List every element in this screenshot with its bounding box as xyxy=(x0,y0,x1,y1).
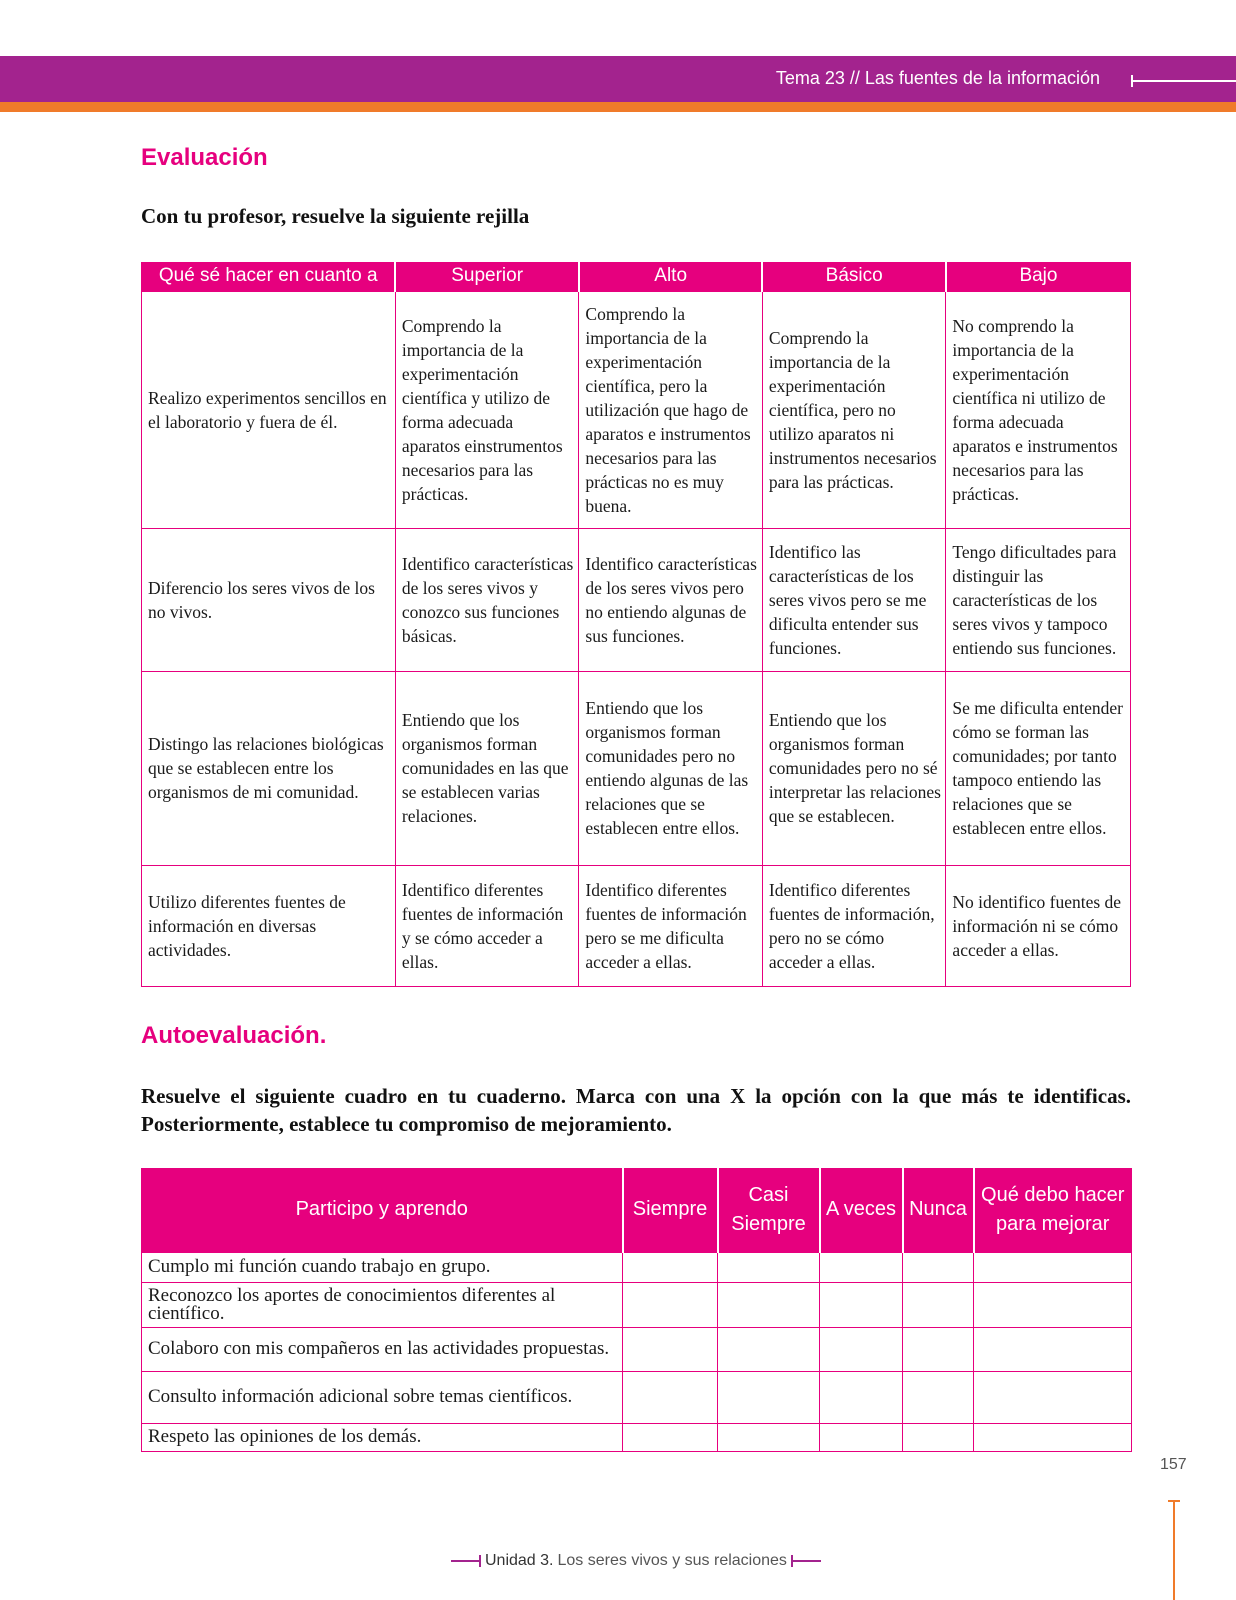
self-row xyxy=(142,1252,1132,1282)
rubric-cell-alto: Identifico características de los seres vivos pero no entiendo algunas de sus funciones. xyxy=(579,528,763,671)
self-header-nunca: Nunca xyxy=(903,1168,974,1252)
self-cell-nunca xyxy=(903,1423,974,1451)
self-cell-casi-siempre xyxy=(718,1282,820,1327)
self-cell-casi-siempre xyxy=(718,1252,820,1282)
rubric-row xyxy=(142,528,1131,671)
rubric-header-basico: Básico xyxy=(762,262,946,291)
rubric-criterion: Realizo experimentos sencillos en el laboratorio y fuera de él. xyxy=(142,291,396,528)
self-statement: Cumplo mi función cuando trabajo en grupo. xyxy=(142,1252,623,1282)
rubric-row xyxy=(142,671,1131,865)
self-cell-a-veces xyxy=(820,1282,903,1327)
self-cell-a-veces xyxy=(820,1371,903,1423)
self-header-mejorar: Qué debo hacer para mejorar xyxy=(974,1168,1132,1252)
self-cell-nunca xyxy=(903,1252,974,1282)
rubric-cell-basico: Comprendo la importancia de la experimentación científica, pero no utilizo aparatos ni instrumentos necesarios para las prácticas. xyxy=(762,291,946,528)
footer xyxy=(451,1552,821,1570)
autoevaluacion-instruction: Resuelve el siguiente cuadro en tu cuaderno. Marca con una X la opción con la que más te identificas. Posteriormente, establece tu compromiso de mejoramiento. xyxy=(141,1084,1131,1136)
rubric-cell-alto: Comprendo la importancia de la experimentación científica, pero la utilización que hago de aparatos e instrumentos necesarios para las prácticas no es muy buena. xyxy=(579,291,763,528)
self-statement: Respeto las opiniones de los demás. xyxy=(142,1423,623,1451)
self-cell-mejorar xyxy=(974,1327,1132,1371)
rubric-criterion: Distingo las relaciones biológicas que se establecen entre los organismos de mi comunidad. xyxy=(142,671,396,865)
rubric-cell-superior: Identifico diferentes fuentes de información y se cómo acceder a ellas. xyxy=(395,865,579,986)
self-cell-mejorar xyxy=(974,1282,1132,1327)
self-cell-casi-siempre xyxy=(718,1371,820,1423)
evaluacion-title: Evaluación xyxy=(141,144,268,171)
self-cell-a-veces xyxy=(820,1423,903,1451)
rubric-cell-bajo: No comprendo la importancia de la experimentación científica ni utilizo de forma adecuada aparatos e instrumentos necesarios para las prácticas. xyxy=(946,291,1131,528)
self-row xyxy=(142,1371,1132,1423)
self-cell-siempre xyxy=(623,1327,718,1371)
header-line xyxy=(1132,80,1236,82)
self-cell-nunca xyxy=(903,1327,974,1371)
footer-unit-title: Los seres vivos y sus relaciones xyxy=(557,1552,787,1569)
rubric-cell-superior: Entiendo que los organismos forman comunidades en las que se establecen varias relaciones. xyxy=(395,671,579,865)
self-cell-mejorar xyxy=(974,1252,1132,1282)
self-cell-nunca xyxy=(903,1282,974,1327)
footer-line-left xyxy=(451,1560,481,1562)
rubric-criterion: Utilizo diferentes fuentes de información en diversas actividades. xyxy=(142,865,396,986)
footer-line-right xyxy=(791,1560,821,1562)
rubric-cell-basico: Identifico diferentes fuentes de información, pero no se cómo acceder a ellas. xyxy=(762,865,946,986)
self-header-casi-siempre: Casi Siempre xyxy=(718,1168,820,1252)
self-cell-casi-siempre xyxy=(718,1423,820,1451)
evaluation-rubric-table xyxy=(141,262,1131,987)
rubric-cell-alto: Identifico diferentes fuentes de información pero se me dificulta acceder a ellas. xyxy=(579,865,763,986)
rubric-cell-superior: Identifico características de los seres vivos y conozco sus funciones básicas. xyxy=(395,528,579,671)
rubric-cell-basico: Entiendo que los organismos forman comunidades pero no sé interpretar las relaciones que se establecen. xyxy=(762,671,946,865)
self-cell-nunca xyxy=(903,1371,974,1423)
rubric-header-criterion: Qué sé hacer en cuanto a xyxy=(142,262,396,291)
rubric-cell-superior: Comprendo la importancia de la experimentación científica y utilizo de forma adecuada aparatos einstrumentos necesarios para las prácticas. xyxy=(395,291,579,528)
rubric-cell-basico: Identifico las características de los seres vivos pero se me dificulta entender sus funciones. xyxy=(762,528,946,671)
self-row xyxy=(142,1423,1132,1451)
rubric-criterion: Diferencio los seres vivos de los no vivos. xyxy=(142,528,396,671)
rubric-cell-bajo: Tengo dificultades para distinguir las características de los seres vivos y tampoco entiendo sus funciones. xyxy=(946,528,1131,671)
self-cell-casi-siempre xyxy=(718,1327,820,1371)
self-cell-siempre xyxy=(623,1371,718,1423)
margin-line xyxy=(1173,1500,1175,1600)
self-header-row xyxy=(142,1168,1132,1252)
self-assessment-table xyxy=(141,1168,1132,1452)
evaluacion-instruction: Con tu profesor, resuelve la siguiente rejilla xyxy=(141,204,530,228)
rubric-row xyxy=(142,291,1131,528)
self-cell-mejorar xyxy=(974,1423,1132,1451)
rubric-cell-bajo: Se me dificulta entender cómo se forman las comunidades; por tanto tampoco entiendo las relaciones que se establecen entre ellos. xyxy=(946,671,1131,865)
self-cell-siempre xyxy=(623,1423,718,1451)
self-header-siempre: Siempre xyxy=(623,1168,718,1252)
self-statement: Colaboro con mis compañeros en las actividades propuestas. xyxy=(142,1327,623,1371)
self-cell-siempre xyxy=(623,1282,718,1327)
rubric-header-superior: Superior xyxy=(395,262,579,291)
rubric-cell-alto: Entiendo que los organismos forman comunidades pero no entiendo algunas de las relaciones que se establecen entre ellos. xyxy=(579,671,763,865)
rubric-header-alto: Alto xyxy=(579,262,763,291)
self-cell-siempre xyxy=(623,1252,718,1282)
self-statement: Reconozco los aportes de conocimientos diferentes al científico. xyxy=(142,1282,623,1327)
self-cell-a-veces xyxy=(820,1327,903,1371)
self-cell-a-veces xyxy=(820,1252,903,1282)
self-row xyxy=(142,1327,1132,1371)
self-header-statement: Participo y aprendo xyxy=(142,1168,623,1252)
self-header-a-veces: A veces xyxy=(820,1168,903,1252)
footer-unit: Unidad 3. xyxy=(485,1552,554,1569)
self-statement: Consulto información adicional sobre temas científicos. xyxy=(142,1371,623,1423)
autoevaluacion-title: Autoevaluación. xyxy=(141,1022,327,1049)
rubric-header-bajo: Bajo xyxy=(946,262,1131,291)
self-row xyxy=(142,1282,1132,1327)
header-accent-stripe xyxy=(0,102,1236,112)
rubric-cell-bajo: No identifico fuentes de información ni se cómo acceder a ellas. xyxy=(946,865,1131,986)
self-cell-mejorar xyxy=(974,1371,1132,1423)
rubric-row xyxy=(142,865,1131,986)
page-number: 157 xyxy=(1160,1456,1187,1473)
rubric-header-row xyxy=(142,262,1131,291)
topic-title: Tema 23 // Las fuentes de la información xyxy=(775,68,1100,88)
